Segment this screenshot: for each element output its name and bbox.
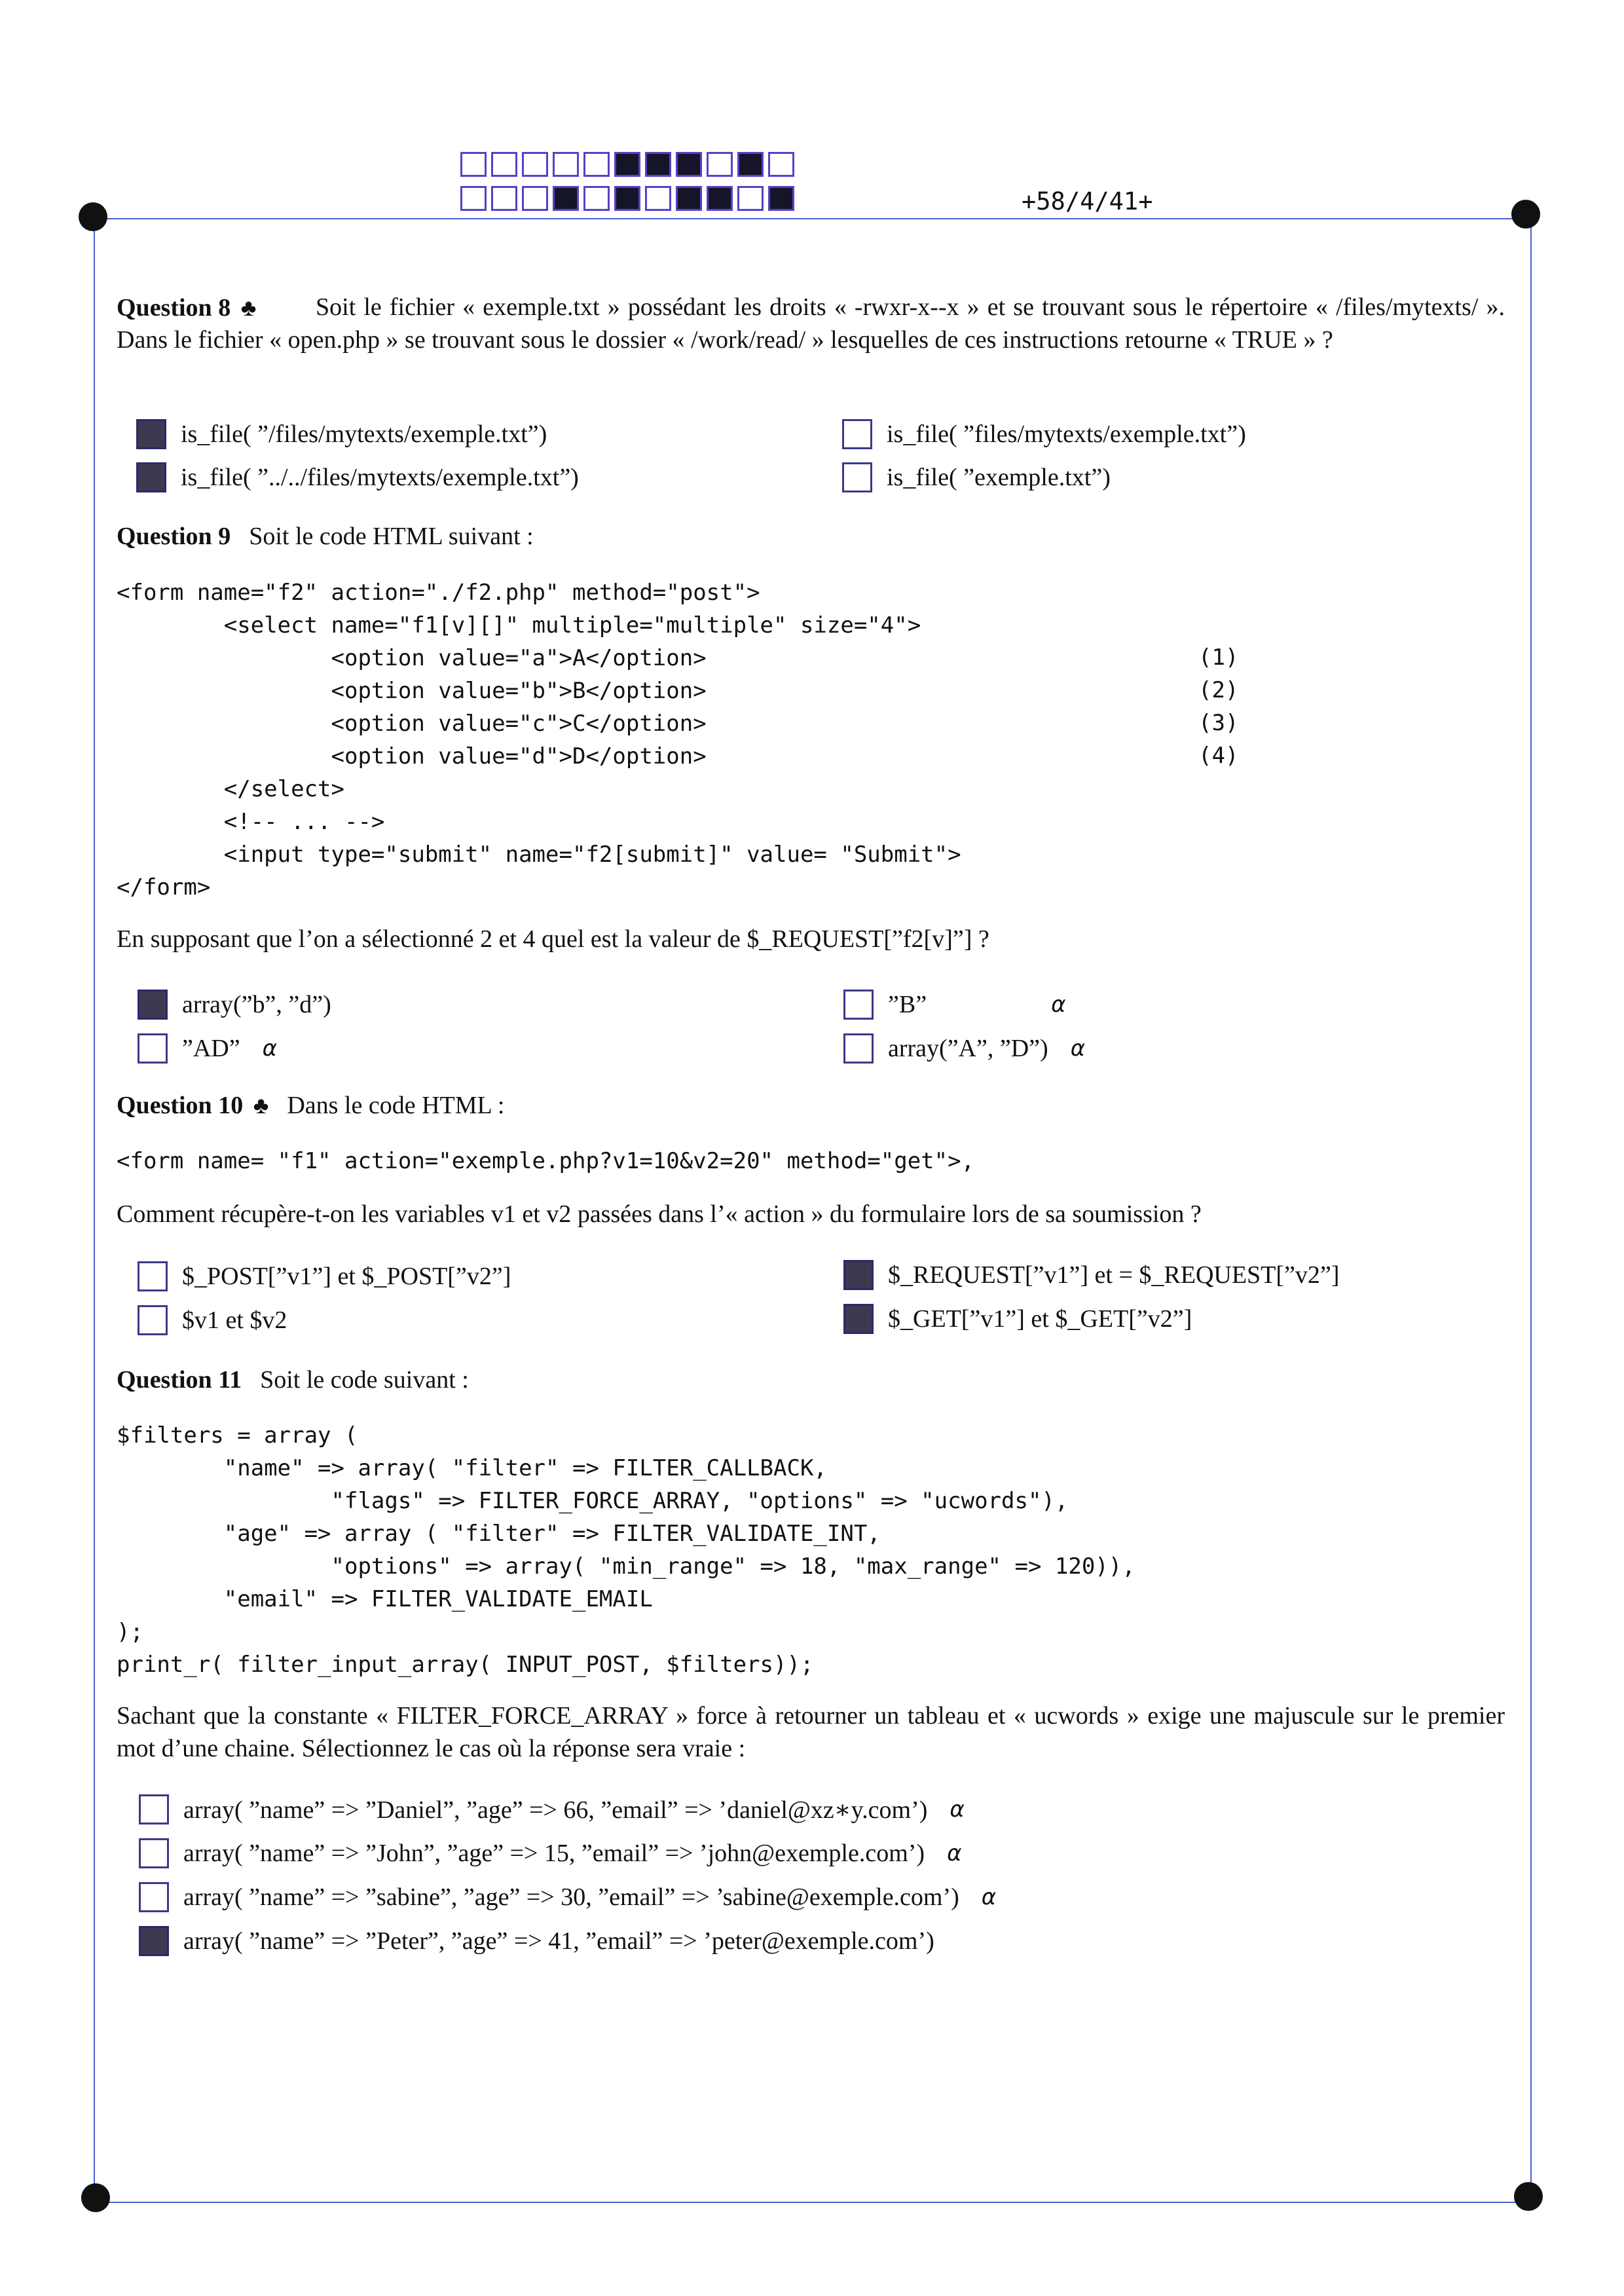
- checkbox[interactable]: [139, 1882, 169, 1912]
- code-line: "name" => array( "filter" => FILTER_CALLBACK,: [117, 1455, 827, 1481]
- checkbox[interactable]: [843, 1260, 874, 1290]
- question-11-title: [117, 1365, 469, 1394]
- grading-mark: α: [947, 1840, 962, 1866]
- question-label: Question 8: [117, 294, 231, 322]
- code-line: <option value="b">B</option>: [117, 678, 707, 704]
- barcode-cell: [614, 152, 640, 177]
- checkbox[interactable]: [139, 1838, 169, 1868]
- question-text: Dans le code HTML :: [287, 1092, 505, 1119]
- q9-option-3[interactable]: [843, 990, 1066, 1020]
- q8-option-3[interactable]: [842, 419, 1246, 449]
- option-label: ”AD”: [182, 1035, 240, 1062]
- corner-mark-top-left: [79, 202, 107, 231]
- code-line: "options" => array( "min_range" => 18, "max_range" => 120)),: [117, 1553, 1135, 1580]
- grading-mark: α: [1051, 991, 1066, 1018]
- option-label: ”B”: [888, 991, 927, 1018]
- option-label: $_POST[”v1”] et $_POST[”v2”]: [182, 1263, 511, 1290]
- checkbox[interactable]: [139, 1794, 169, 1824]
- q11-option-3[interactable]: [139, 1882, 996, 1912]
- q9-option-4[interactable]: [843, 1033, 1085, 1064]
- q8-option-2[interactable]: [136, 462, 579, 492]
- code-line: (3): [1198, 710, 1239, 736]
- code-line: (2): [1198, 677, 1239, 703]
- barcode-cell: [583, 152, 610, 177]
- barcode-cell: [460, 152, 487, 177]
- code-line: <option value="d">D</option>: [117, 743, 707, 769]
- q11-option-1[interactable]: [139, 1794, 965, 1824]
- q8-option-4[interactable]: [842, 462, 1111, 492]
- code-line: "flags" => FILTER_FORCE_ARRAY, "options" => "ucwords"),: [117, 1488, 1069, 1514]
- checkbox[interactable]: [138, 1261, 168, 1291]
- corner-mark-top-right: [1511, 200, 1540, 229]
- checkbox[interactable]: [136, 462, 166, 492]
- checkbox[interactable]: [138, 990, 168, 1020]
- question-10-code: <form name= "f1" action="exemple.php?v1=10&v2=20" method="get">,: [117, 1148, 975, 1174]
- page-id: +58/4/41+: [1022, 187, 1153, 215]
- option-label: array( ”name” => ”sabine”, ”age” => 30, ”email” => ’sabine@exemple.com’): [183, 1883, 959, 1911]
- code-line: <form name="f2" action="./f2.php" method="post">: [117, 580, 760, 606]
- barcode-cell: [768, 152, 794, 177]
- option-label: $v1 et $v2: [182, 1306, 287, 1334]
- checkbox[interactable]: [136, 419, 166, 449]
- barcode-cell: [676, 152, 702, 177]
- q10-option-4[interactable]: [843, 1304, 1192, 1334]
- barcode-row-bottom: [460, 186, 799, 221]
- option-label: is_file( ”../../files/mytexts/exemple.txt”): [181, 464, 579, 491]
- corner-mark-bottom-right: [1514, 2182, 1543, 2211]
- q10-option-2[interactable]: [138, 1305, 287, 1335]
- checkbox[interactable]: [842, 419, 872, 449]
- question-text: Soit le code HTML suivant :: [249, 523, 534, 550]
- question-label: Question 10: [117, 1092, 244, 1119]
- barcode-cell: [583, 186, 610, 211]
- question-11-prompt: Sachant que la constante « FILTER_FORCE_ARRAY » force à retourner un tableau et « ucwords » exige une majuscule sur le premier mot d’une chaine. Sélectionnez le cas où la réponse sera vraie :: [117, 1702, 1505, 1762]
- barcode-cell: [491, 152, 517, 177]
- checkbox[interactable]: [843, 1304, 874, 1334]
- barcode-cell: [737, 152, 764, 177]
- checkbox[interactable]: [138, 1305, 168, 1335]
- question-label: Question 11: [117, 1366, 242, 1394]
- checkbox[interactable]: [843, 990, 874, 1020]
- barcode-cell: [614, 186, 640, 211]
- barcode-cell: [737, 186, 764, 211]
- corner-mark-bottom-left: [81, 2183, 110, 2212]
- code-line: "email" => FILTER_VALIDATE_EMAIL: [117, 1586, 653, 1612]
- code-line-numbers: [1198, 641, 1238, 772]
- barcode-cell: [491, 186, 517, 211]
- code-line: );: [117, 1619, 143, 1645]
- code-line: <option value="a">A</option>: [117, 645, 707, 671]
- question-9-prompt: En supposant que l’on a sélectionné 2 et 4 quel est la valeur de $_REQUEST[”f2[v]”] ?: [117, 925, 989, 953]
- q11-option-2[interactable]: [139, 1838, 962, 1868]
- option-label: is_file( ”files/mytexts/exemple.txt”): [887, 420, 1246, 448]
- question-9-title: [117, 522, 534, 551]
- option-label: array(”b”, ”d”): [182, 991, 331, 1018]
- code-line: print_r( filter_input_array( INPUT_POST, $filters));: [117, 1652, 814, 1678]
- q9-option-1[interactable]: [138, 990, 331, 1020]
- option-label: is_file( ”/files/mytexts/exemple.txt”): [181, 420, 547, 448]
- grading-mark: α: [262, 1035, 278, 1062]
- q11-option-4[interactable]: [139, 1926, 934, 1956]
- option-label: array( ”name” => ”John”, ”age” => 15, ”email” => ’john@exemple.com’): [183, 1840, 925, 1867]
- question-8-text: Soit le fichier « exemple.txt » possédant les droits « -rwxr-x--x » et se trouvant sous le répertoire « /files/mytexts/ ». Dans le fichier « open.php » se trouvant sous le dossier « /work/read/ » lesquelles de ces instructions retourne « TRUE » ?: [117, 293, 1505, 354]
- code-line: <input type="submit" name="f2[submit]" value= "Submit">: [117, 842, 961, 868]
- barcode-cell: [768, 186, 794, 211]
- barcode-cell: [645, 152, 671, 177]
- club-icon: ♣: [240, 295, 257, 321]
- club-icon: ♣: [253, 1092, 269, 1119]
- option-label: $_REQUEST[”v1”] et = $_REQUEST[”v2”]: [888, 1261, 1340, 1289]
- option-label: array(”A”, ”D”): [888, 1035, 1048, 1062]
- option-label: $_GET[”v1”] et $_GET[”v2”]: [888, 1305, 1192, 1333]
- code-line: </select>: [117, 776, 344, 802]
- checkbox[interactable]: [139, 1926, 169, 1956]
- checkbox[interactable]: [843, 1033, 874, 1064]
- code-line: <option value="c">C</option>: [117, 711, 707, 737]
- option-label: is_file( ”exemple.txt”): [887, 464, 1111, 491]
- question-text: Soit le code suivant :: [260, 1366, 469, 1394]
- question-label: Question 9: [117, 523, 231, 550]
- grading-mark: α: [1070, 1035, 1086, 1062]
- barcode-cell: [645, 186, 671, 211]
- q9-option-2[interactable]: [138, 1033, 277, 1064]
- barcode-row-top: [460, 152, 799, 187]
- option-label: array( ”name” => ”Peter”, ”age” => 41, ”email” => ’peter@exemple.com’): [183, 1927, 934, 1955]
- question-10-prompt: Comment récupère-t-on les variables v1 et v2 passées dans l’« action » du formulaire lors de sa soumission ?: [117, 1200, 1202, 1228]
- code-line: <select name="f1[v][]" multiple="multiple" size="4">: [117, 612, 921, 639]
- barcode-cell: [522, 186, 548, 211]
- barcode-cell: [707, 186, 733, 211]
- barcode-cell: [522, 152, 548, 177]
- barcode-cell: [676, 186, 702, 211]
- code-line: (4): [1198, 743, 1239, 769]
- question-11-code: [117, 1419, 1135, 1681]
- barcode-cell: [707, 152, 733, 177]
- barcode-cell: [553, 186, 579, 211]
- q10-option-3[interactable]: [843, 1260, 1339, 1290]
- barcode-cell: [460, 186, 487, 211]
- grading-mark: α: [981, 1884, 997, 1910]
- code-line: $filters = array (: [117, 1422, 358, 1449]
- checkbox[interactable]: [842, 462, 872, 492]
- code-line: "age" => array ( "filter" => FILTER_VALIDATE_INT,: [117, 1521, 881, 1547]
- barcode-cell: [553, 152, 579, 177]
- q8-option-1[interactable]: [136, 419, 547, 449]
- question-9-code: [117, 576, 961, 904]
- option-label: array( ”name” => ”Daniel”, ”age” => 66, ”email” => ’daniel@xz∗y.com’): [183, 1796, 928, 1824]
- code-line: </form>: [117, 874, 211, 900]
- code-line: (1): [1198, 644, 1239, 671]
- checkbox[interactable]: [138, 1033, 168, 1064]
- code-line: <!-- ... -->: [117, 809, 385, 835]
- grading-mark: α: [950, 1796, 965, 1823]
- q10-option-1[interactable]: [138, 1261, 511, 1291]
- question-10-title: [117, 1091, 504, 1120]
